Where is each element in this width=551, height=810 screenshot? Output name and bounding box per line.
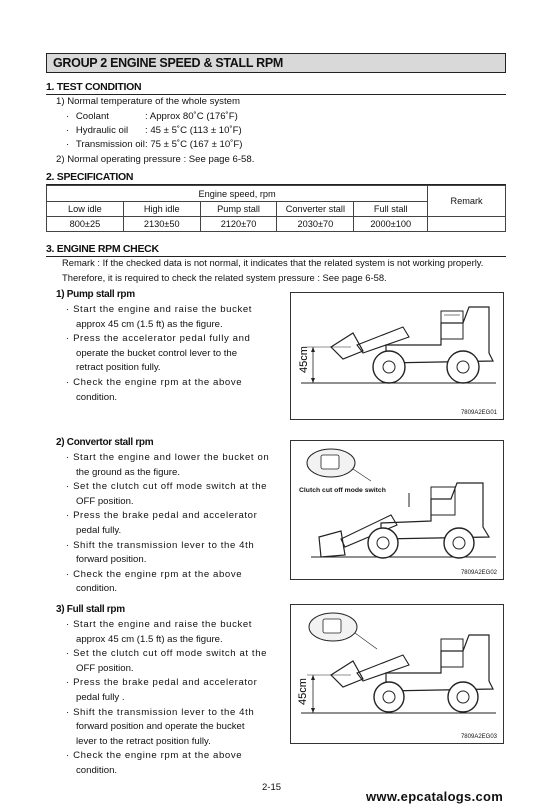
specification-table: [46, 185, 506, 232]
remark-header: Remark: [428, 186, 506, 217]
test-condition-item-1: 1) Normal temperature of the whole system: [56, 96, 240, 107]
hydraulic-row: [66, 124, 128, 139]
watermark: www.epcatalogs.com: [366, 789, 504, 804]
switch-icon: [321, 455, 339, 469]
list-item-cont: condition.: [76, 583, 118, 595]
coolant-row: [66, 110, 109, 125]
convertor-stall-figure: [290, 440, 504, 580]
list-item-cont: forward position and operate the bucket: [76, 721, 245, 733]
val-high-idle: 2130±50: [123, 217, 200, 232]
wheel-loader-raised-switch-illustration: [291, 605, 503, 743]
section-2-heading: 2. SPECIFICATION: [46, 171, 134, 183]
val-full-stall: 2000±100: [354, 217, 428, 232]
list-item: [60, 303, 270, 318]
figure-code: 7809A2EG03: [460, 734, 497, 740]
list-item-cont: the ground as the figure.: [76, 466, 181, 478]
full-stall-steps: [60, 618, 270, 779]
step-text: Start the engine and lower the bucket on: [73, 452, 270, 463]
list-item-cont: pedal fully .: [76, 691, 125, 703]
list-item: [60, 749, 270, 764]
test-condition-item-2: 2) Normal operating pressure : See page 6-58.: [56, 154, 255, 165]
col-converter-stall: Converter stall: [277, 202, 354, 217]
engine-speed-header: Engine speed, rpm: [47, 186, 428, 202]
list-item-cont: operate the bucket control lever to the: [76, 347, 238, 359]
step-text: Check the engine rpm at the above: [73, 750, 243, 762]
bullet: ·: [66, 706, 70, 718]
bullet: ·: [66, 452, 70, 463]
step-text: Check the engine rpm at the above: [73, 376, 243, 388]
bullet: ·: [66, 677, 70, 689]
full-stall-figure: [290, 604, 504, 744]
list-item: [60, 647, 270, 662]
bullet: ·: [66, 568, 70, 580]
step-text: Press the accelerator pedal fully and: [73, 333, 251, 345]
col-full-stall: Full stall: [354, 202, 428, 217]
list-item: [60, 539, 270, 554]
list-item-cont: approx 45 cm (1.5 ft) as the figure.: [76, 633, 223, 645]
coolant-label: Coolant: [75, 111, 109, 122]
step-text: Start the engine and raise the bucket: [73, 619, 253, 630]
hydraulic-value: : 45 ± 5˚C (113 ± 10˚F): [145, 125, 242, 136]
transmission-label: Transmission oil: [75, 139, 145, 150]
col-high-idle: High idle: [123, 202, 200, 217]
step-text: Shift the transmission lever to the 4th: [73, 539, 255, 551]
list-item: [60, 332, 270, 347]
col-pump-stall: Pump stall: [200, 202, 277, 217]
section-3-heading: 3. ENGINE RPM CHECK: [46, 243, 159, 255]
wheel-loader-lowered-illustration: [291, 441, 503, 579]
bullet: ·: [66, 481, 70, 493]
dimension-label: 45cm: [298, 346, 310, 373]
group-title: GROUP 2 ENGINE SPEED & STALL RPM: [46, 53, 506, 73]
bullet: ·: [66, 648, 70, 660]
table-header-row: [47, 186, 506, 202]
val-converter-stall: 2030±70: [277, 217, 354, 232]
pump-stall-figure: [290, 292, 504, 420]
list-item-cont: OFF position.: [76, 662, 134, 674]
step-text: Shift the transmission lever to the 4th: [73, 706, 255, 718]
convertor-stall-title: 2) Convertor stall rpm: [56, 437, 154, 448]
list-item: [60, 568, 270, 583]
bullet: ·: [66, 125, 70, 136]
bullet: ·: [66, 510, 70, 522]
list-item: [60, 706, 270, 721]
page-number: 2-15: [262, 782, 282, 793]
remark-line-1: Remark : If the checked data is not normal, it indicates that the related system is not working properly.: [62, 257, 484, 268]
list-item-cont: condition.: [76, 764, 118, 776]
step-text: Set the clutch cut off mode switch at the: [73, 648, 268, 660]
list-item-cont: forward position.: [76, 554, 147, 566]
bullet: ·: [66, 376, 70, 388]
list-item: [60, 618, 270, 633]
bullet: ·: [66, 304, 70, 315]
val-pump-stall: 2120±70: [200, 217, 277, 232]
step-text: Press the brake pedal and accelerator: [73, 677, 258, 689]
remark-line-2: Therefore, it is required to check the related system pressure : See page 6-58.: [62, 272, 387, 283]
list-item: [60, 376, 270, 391]
dimension-label: 45cm: [297, 678, 309, 705]
step-text: Set the clutch cut off mode switch at the: [73, 481, 268, 493]
step-text: Check the engine rpm at the above: [73, 568, 243, 580]
list-item-cont: condition.: [76, 391, 118, 403]
col-low-idle: Low idle: [47, 202, 124, 217]
pump-stall-steps: [60, 303, 270, 405]
table-row: [47, 217, 506, 232]
list-item-cont: pedal fully.: [76, 524, 122, 536]
bullet: ·: [66, 139, 70, 150]
full-stall-title: 3) Full stall rpm: [56, 604, 125, 615]
figure-code: 7809A2EG02: [460, 570, 497, 576]
bullet: ·: [66, 539, 70, 551]
pump-stall-title: 1) Pump stall rpm: [56, 289, 135, 300]
list-item: [60, 451, 270, 466]
list-item-cont: lever to the retract position fully.: [76, 735, 211, 747]
section-1-heading: 1. TEST CONDITION: [46, 81, 142, 93]
switch-callout-label: Clutch cut off mode switch: [299, 487, 386, 494]
step-text: Start the engine and raise the bucket: [73, 304, 253, 315]
convertor-stall-steps: [60, 451, 270, 597]
bullet: ·: [66, 333, 70, 345]
bullet: ·: [66, 750, 70, 762]
list-item-cont: approx 45 cm (1.5 ft) as the figure.: [76, 318, 223, 330]
step-text: Press the brake pedal and accelerator: [73, 510, 258, 522]
transmission-row: [66, 138, 145, 153]
val-remark: [428, 217, 506, 232]
list-item: [60, 509, 270, 524]
list-item: [60, 676, 270, 691]
figure-code: 7809A2EG01: [460, 410, 497, 416]
list-item-cont: retract position fully.: [76, 362, 161, 374]
bullet: ·: [66, 619, 70, 630]
list-item: [60, 480, 270, 495]
wheel-loader-raised-illustration: [291, 293, 503, 419]
hydraulic-label: Hydraulic oil: [75, 125, 129, 136]
list-item-cont: OFF position.: [76, 495, 134, 507]
coolant-value: : Approx 80˚C (176˚F): [145, 111, 238, 122]
transmission-value: : 75 ± 5˚C (167 ± 10˚F): [145, 139, 243, 150]
switch-icon: [323, 619, 341, 633]
val-low-idle: 800±25: [47, 217, 124, 232]
bullet: ·: [66, 111, 70, 122]
